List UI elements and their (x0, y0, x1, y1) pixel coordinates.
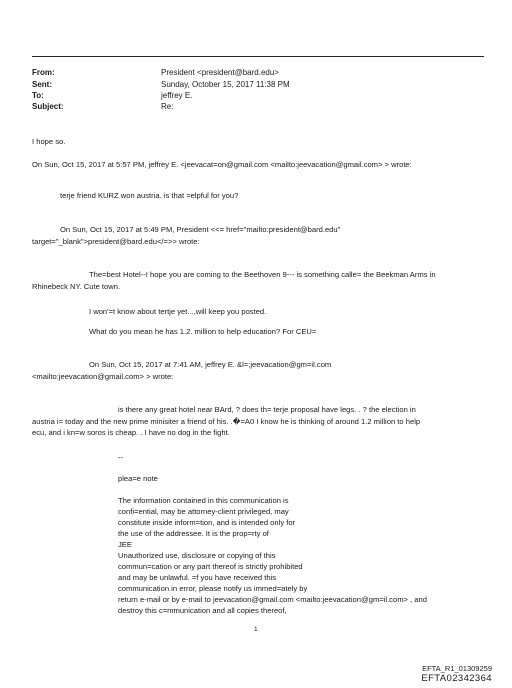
signature-separator: -- (118, 453, 124, 462)
bates-number-1: EFTA_R1_01309259 (422, 664, 492, 673)
disclaimer-line: commun=cation or any part thereof is strictly prohibited (118, 562, 303, 571)
body-line: ecu, and i kn=w soros is cheap. . I have no dog in the fight. (32, 428, 230, 437)
disclaimer-line: and may be unlawful. =f you have received this (118, 573, 277, 582)
disclaimer-line: return e-mail or by e-mail to jeevacation@gmail.com <mailto:jeevacation@gm=il.com> , and (118, 595, 427, 604)
to-value: jeffrey E. (161, 91, 193, 100)
disclaimer-line: communication in error, please notify us immed=ately by (118, 584, 308, 593)
disclaimer-line: the use of the addressee. It is the prop=rty of (118, 529, 269, 538)
disclaimer-line: Unauthorized use, disclosure or copying of this (118, 551, 276, 560)
body-line: I won'=t know about tertje yet...,will keep you posted. (89, 307, 267, 316)
from-value: President <president@bard.edu> (161, 68, 279, 77)
disclaimer-line: JEE (118, 540, 132, 549)
disclaimer-line: constitute inside inform=tion, and is intended only for (118, 518, 296, 527)
body-line-quote-header-3a: On Sun, Oct 15, 2017 at 7:41 AM, jeffrey E. &l=;jeevacation@gm=il.com (89, 360, 332, 369)
body-line-quote-header-2a: On Sun, Oct 15, 2017 at 5:49 PM, President <<= href="mailto:president@bard.edu" (60, 225, 341, 234)
body-line-quote-header-2b: target="_blank">president@bard.edu</=>> wrote: (32, 237, 200, 246)
disclaimer-line: confi=ential, may be attorney-client privileged, may (118, 507, 289, 516)
disclaimer-heading: plea=e note (118, 474, 158, 483)
page-number: 1 (254, 626, 258, 633)
bates-number-2: EFTA02342364 (421, 673, 492, 684)
body-line: Rhinebeck NY. Cute town. (32, 282, 121, 291)
body-line-reply: I hope so. (32, 137, 66, 146)
to-label: To: (32, 91, 44, 100)
sent-value: Sunday, October 15, 2017 11:38 PM (161, 80, 290, 89)
subject-value: Re: (161, 102, 174, 111)
body-line: What do you mean he has 1.2. million to help education? For CEU= (89, 327, 317, 336)
disclaimer-line: The information contained in this communication is (118, 496, 289, 505)
disclaimer-line: destroy this c=mmunication and all copies thereof, (118, 606, 287, 615)
body-line-quote-header-3b: <mailto:jeevacation@gmail.com> > wrote: (32, 372, 174, 381)
body-line: austria i= today and the new prime minisiter a friend of his. .�=A0 I know he is thinking of around 1.2 million to help (32, 417, 421, 426)
body-line: terje friend KURZ won austria. is that =elpful for you? (60, 191, 239, 200)
sent-label: Sent: (32, 80, 52, 89)
from-label: From: (32, 68, 55, 77)
header-top-rule (32, 56, 484, 57)
body-line-quote-header-1: On Sun, Oct 15, 2017 at 5:57 PM, jeffrey E. <jeevacat=on@gmail.com <mailto:jeevacation@gmail.com> > wrote: (32, 160, 412, 169)
body-line: The=best Hotel--I hope you are coming to the Beethoven 9--- is something calle= the Beekman Arms in (89, 270, 436, 279)
body-line: is there any great hotel near BArd, ? does th= terje proposal have legs. . ? the election in (118, 405, 416, 414)
subject-label: Subject: (32, 102, 64, 111)
